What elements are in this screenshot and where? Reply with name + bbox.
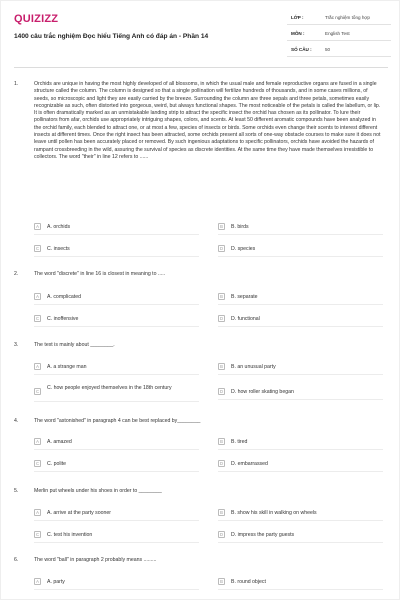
option-underline [34, 234, 199, 235]
option-text: B. an unusual party [231, 364, 276, 370]
option-letter-box: D [219, 389, 224, 394]
question-number: 3. [14, 342, 19, 348]
question-number: 2. [14, 271, 19, 277]
meta-row-mon [287, 27, 391, 41]
option-letter-box: A [34, 293, 41, 300]
option-text: A. amazed [47, 439, 72, 445]
option-letter-box: D [219, 461, 224, 466]
option-letter-box: B [218, 438, 225, 445]
question-number: 5. [14, 488, 19, 494]
page-title: 1400 câu trắc nghiệm Đọc hiểu Tiếng Anh có đáp án - Phần 14 [14, 33, 209, 40]
option-underline [218, 520, 383, 521]
option-underline [34, 326, 199, 327]
option-underline [34, 471, 199, 472]
question-text: Orchids are unique in having the most highly developed of all blossoms, in which the usual male and female reproductive organs are fused in a single structure called the column. The column is designed so that a single pollination will fertilize hundreds of thousands, and in some cases millions, of seeds, so microscopic and light they are easily carried by the breeze. Surrounding the column are three sepals and three petals, sometimes easily recognizable as such, often distorted into gorgeous, weird, but always functional shapes. The most noticeable of the petals is called the labellum, or lip. It is often dramatically marked as an unmistakable landing strip to attract the specific insect the orchid has chosen as its pollinator. To lure their pollinators from afar, orchids use appropriately intriguing shapes, colors, and scents. At least 50 different aromatic compounds have been analyzed in the orchid family, each blended to attract one, or at most a few, species of insects or birds. Some orchids even change their scents to interest different insects at different times. Once the right insect has been attracted, some orchids present all sorts of one-way obstacle courses to make sure it does not leave until pollen has been accurately placed or removed. By such ingenious adaptations to specific pollinators, orchids have avoided the hazards of rampant crossbreeding in the wild, assuring the survival of species as discrete identities. At the same time they have made themselves irresistible to collectors. The word "their" in line 12 refers to ...... [34, 81, 381, 160]
option-letter-box: C [35, 532, 40, 537]
option-underline [218, 374, 383, 375]
meta-row-socau [287, 43, 391, 57]
option-text: B. tired [231, 439, 248, 445]
option-text: D. how roller skating began [231, 389, 294, 395]
option-underline [34, 401, 199, 402]
option-underline [34, 374, 199, 375]
option-text: A. complicated [47, 294, 82, 300]
option-letter-box: A [34, 509, 41, 516]
option-letter-box: B [218, 578, 225, 585]
option-text: B. show his skill in walking on wheels [231, 510, 317, 516]
option-text: A. a strange man [47, 364, 87, 370]
option-text: C. insects [47, 246, 70, 252]
option-text: D. species [231, 246, 256, 252]
option-letter-box: C [35, 246, 40, 251]
option-letter-box: A [34, 363, 41, 370]
option-underline [218, 589, 383, 590]
option-underline [34, 256, 199, 257]
option-underline [34, 449, 199, 450]
option-letter-box: D [219, 532, 224, 537]
option-underline [218, 234, 383, 235]
option-underline [218, 304, 383, 305]
option-text: B. separate [231, 294, 258, 300]
option-letter-box: D [219, 316, 224, 321]
option-letter-box: C [35, 389, 40, 394]
option-underline [218, 326, 383, 327]
question-number: 1. [14, 81, 19, 87]
meta-key-socau: SỐ CÂU : [291, 47, 312, 52]
option-letter-box: B [218, 509, 225, 516]
question-number: 6. [14, 557, 19, 563]
option-text: D. impress the party guests [231, 532, 295, 538]
option-letter-box: A [34, 578, 41, 585]
meta-val-lop: Trắc nghiệm tổng hợp [325, 15, 370, 20]
question-text: The word "discrete" in line 16 is closest in meaning to ..... [34, 271, 166, 277]
option-text: C. polite [47, 461, 67, 467]
option-text: C. how people enjoyed themselves in the 18th century [47, 385, 172, 391]
question-number: 4. [14, 418, 19, 424]
option-text: A. orchids [47, 224, 71, 230]
option-underline [218, 399, 383, 400]
option-text: A. party [47, 579, 65, 585]
option-underline [218, 471, 383, 472]
option-letter-box: D [219, 246, 224, 251]
option-letter-box: B [218, 223, 225, 230]
meta-key-lop: LỚP : [291, 15, 304, 20]
option-letter-box: C [35, 461, 40, 466]
option-underline [34, 542, 199, 543]
meta-key-mon: MÔN : [291, 31, 305, 36]
header [1, 1, 400, 65]
option-underline [218, 542, 383, 543]
meta-val-socau: 50 [325, 47, 331, 52]
question-text: The text is mainly about ________. [34, 342, 115, 348]
option-text: C. inoffensive [47, 316, 79, 322]
option-underline [34, 589, 199, 590]
option-text: A. arrive at the party sooner [47, 510, 112, 516]
option-underline [34, 304, 199, 305]
option-underline [218, 256, 383, 257]
option-text: D. functional [231, 316, 260, 322]
option-text: B. round object [231, 579, 266, 585]
option-letter-box: A [34, 438, 41, 445]
option-underline [34, 520, 199, 521]
meta-val-mon: English Test [325, 31, 350, 36]
option-letter-box: B [218, 363, 225, 370]
question-text: Merlin put wheels under his shoes in order to ________ [34, 488, 162, 494]
option-text: B. birds [231, 224, 249, 230]
option-underline [218, 449, 383, 450]
option-letter-box: C [35, 316, 40, 321]
meta-row-lop [287, 11, 391, 25]
header-divider [14, 67, 388, 68]
option-text: C. test his invention [47, 532, 93, 538]
quizizz-logo[interactable]: QUIZIZZ [14, 13, 59, 25]
option-text: D. embarrassed [231, 461, 268, 467]
option-letter-box: A [34, 223, 41, 230]
question-text: The word "ball" in paragraph 2 probably means ......... [34, 557, 157, 563]
question-text: The word "astonished" in paragraph 4 can be best replaced by________ [34, 418, 201, 424]
option-letter-box: B [218, 293, 225, 300]
